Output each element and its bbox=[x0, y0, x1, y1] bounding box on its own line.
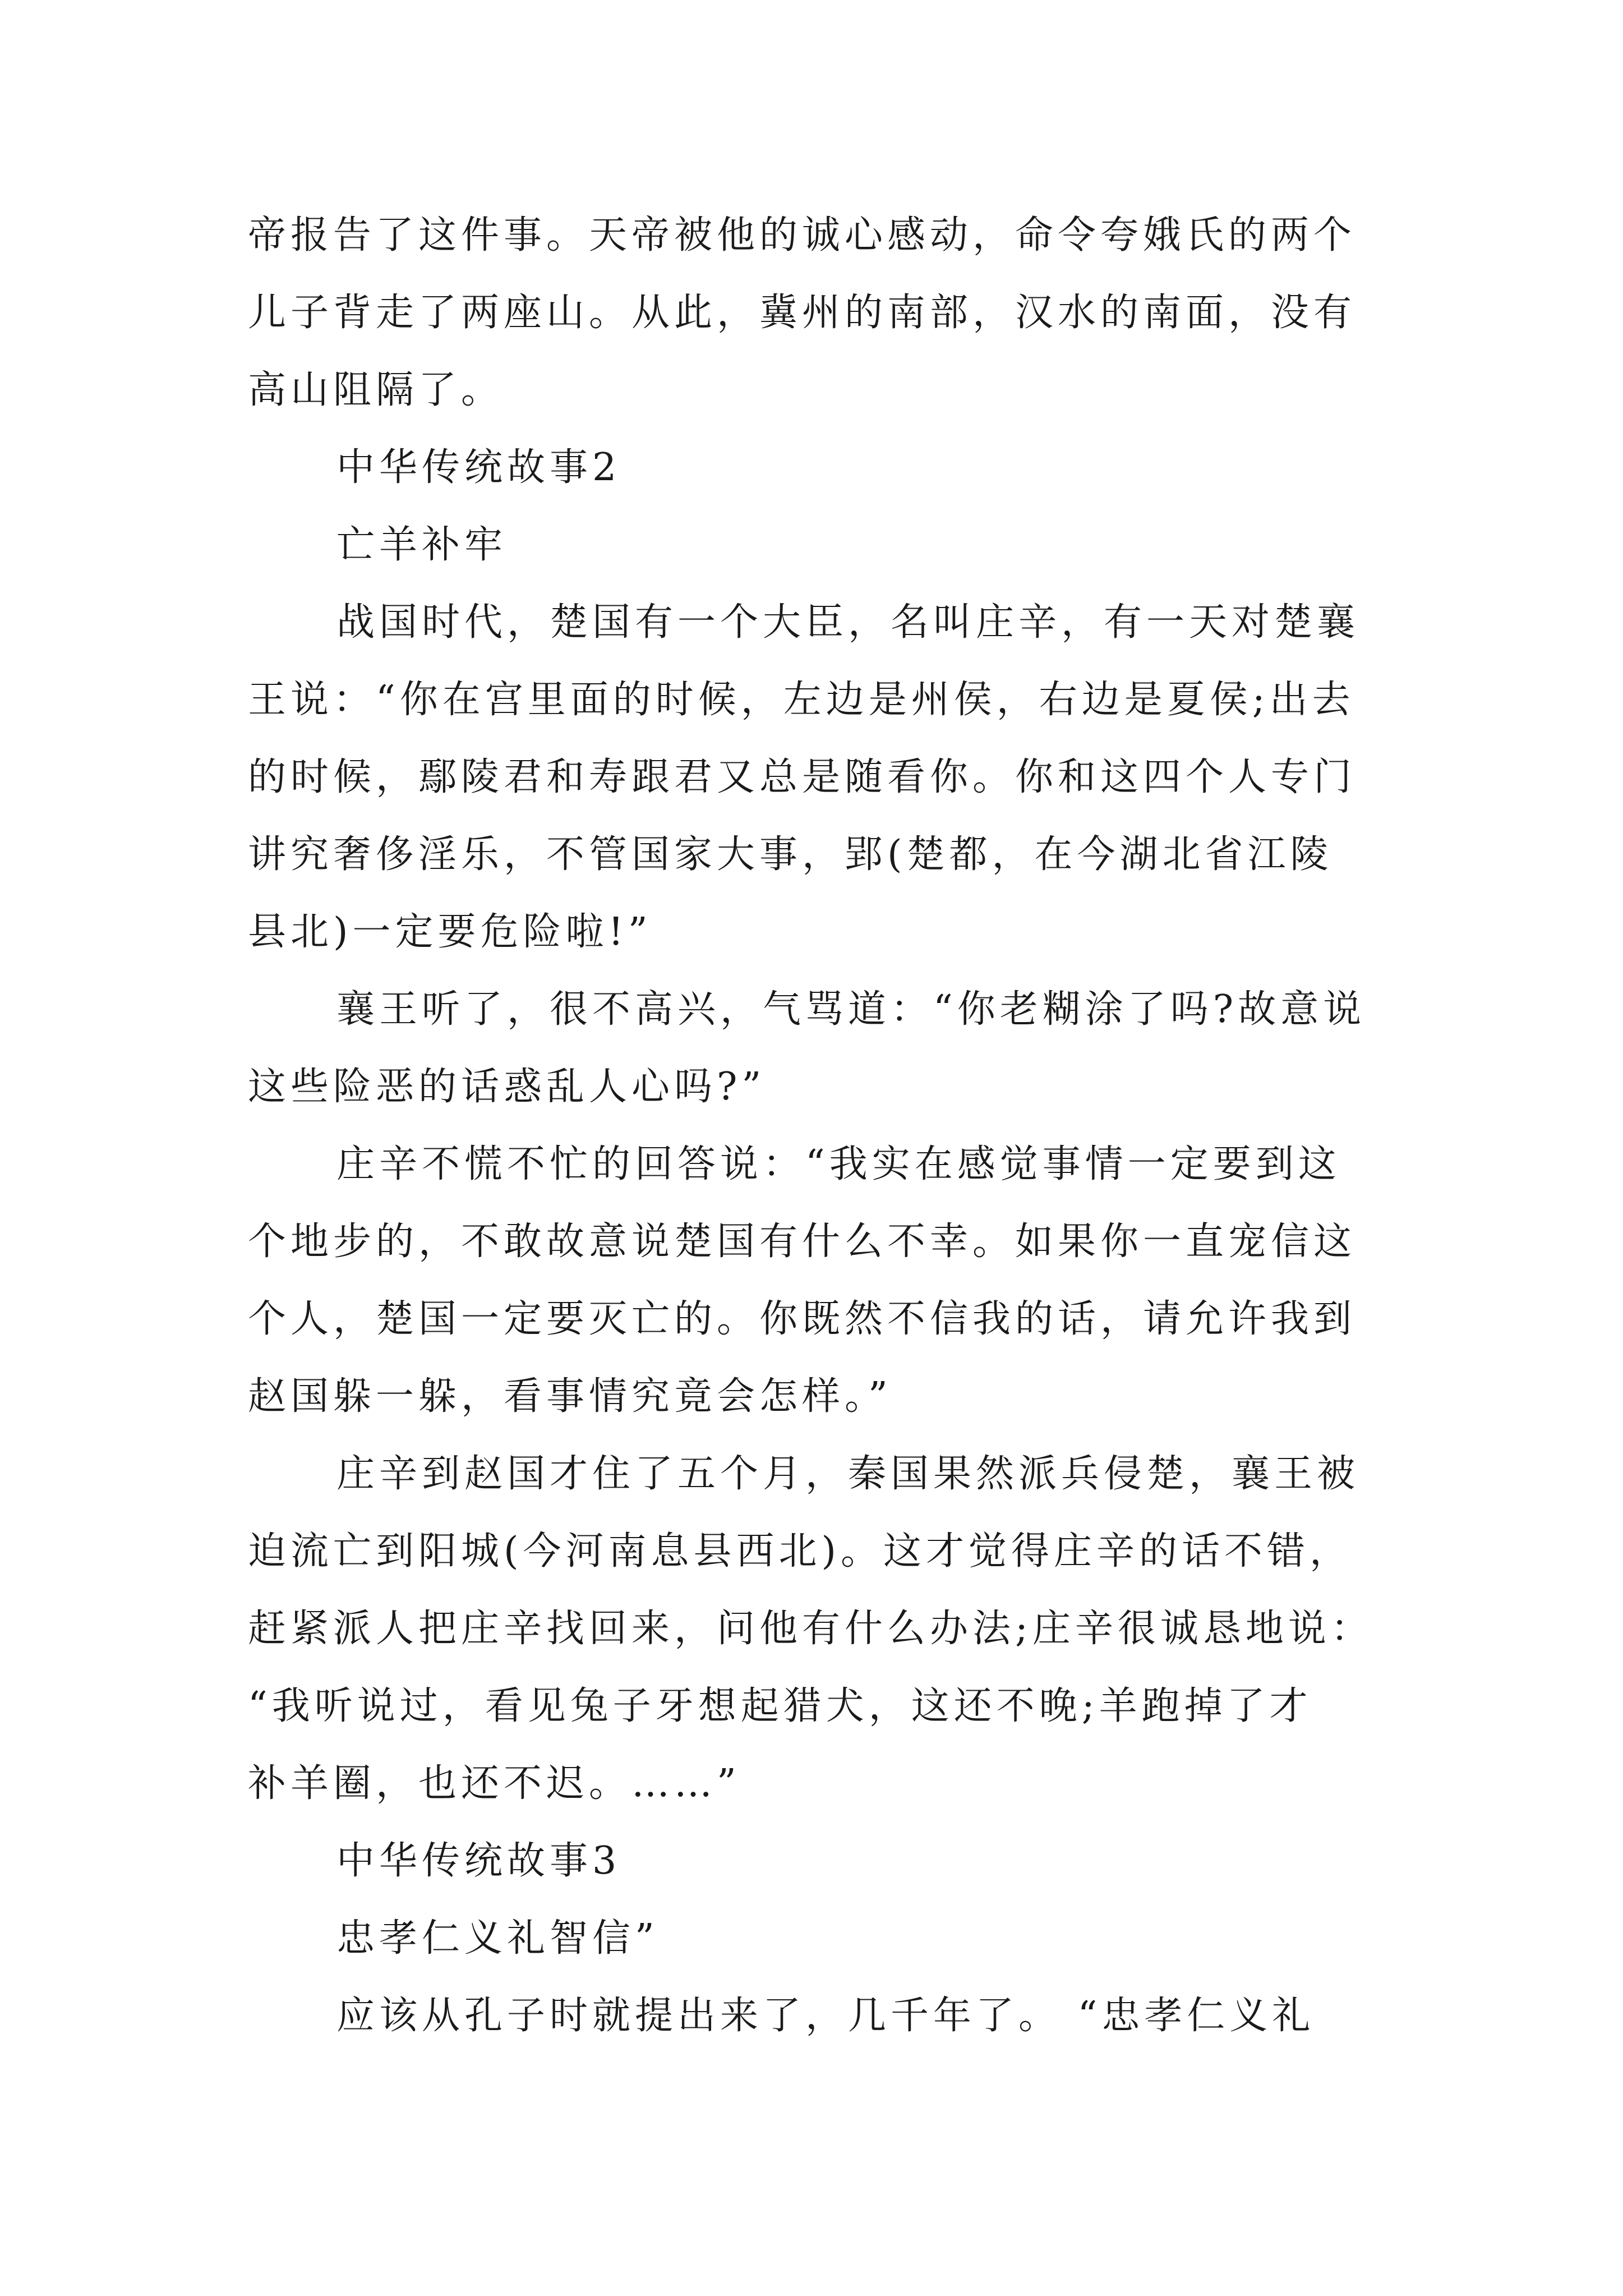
text-line: 高山阻隔了。 bbox=[248, 368, 504, 412]
story-title: 忠孝仁义礼智信” bbox=[336, 1916, 659, 1961]
section-heading: 中华传统故事2 bbox=[336, 445, 621, 490]
text-line: 补羊圈，也还不迟。……” bbox=[248, 1761, 741, 1806]
text-line: “我听说过，看见兔子牙想起猎犬，这还不晚;羊跑掉了才 bbox=[248, 1684, 1312, 1728]
text-line: 王说：“你在宫里面的时候，左边是州侯，右边是夏侯;出去 bbox=[248, 678, 1355, 722]
text-line: 赶紧派人把庄辛找回来，问他有什么办法;庄辛很诚恳地说： bbox=[248, 1607, 1373, 1651]
text-line: 应该从孔子时就提出来了，几千年了。 “忠孝仁义礼 bbox=[336, 1994, 1315, 2038]
text-line: 县北)一定要危险啦!” bbox=[248, 910, 652, 954]
text-line: 战国时代，楚国有一个大臣，名叫庄辛，有一天对楚襄 bbox=[336, 600, 1360, 645]
text-line: 迫流亡到阳城(今河南息县西北)。这才觉得庄辛的话不错， bbox=[248, 1529, 1353, 1573]
text-line: 帝报告了这件事。天帝被他的诚心感动，命令夸娥氏的两个 bbox=[248, 213, 1357, 257]
text-line: 庄辛不慌不忙的回答说：“我实在感觉事情一定要到这 bbox=[336, 1142, 1341, 1186]
text-line: 襄王听了，很不高兴，气骂道：“你老糊涂了吗?故意说 bbox=[336, 987, 1366, 1032]
text-line: 个地步的，不敢故意说楚国有什么不幸。如果你一直宠信这 bbox=[248, 1220, 1357, 1264]
text-line: 个人，楚国一定要灭亡的。你既然不信我的话，请允许我到 bbox=[248, 1297, 1357, 1341]
text-line: 这些险恶的话惑乱人心吗?” bbox=[248, 1065, 766, 1109]
text-line: 庄辛到赵国才住了五个月，秦国果然派兵侵楚，襄王被 bbox=[336, 1452, 1360, 1496]
story-title: 亡羊补牢 bbox=[336, 523, 508, 567]
text-line: 赵国躲一躲，看事情究竟会怎样。” bbox=[248, 1374, 892, 1419]
section-heading: 中华传统故事3 bbox=[336, 1839, 621, 1883]
text-line: 讲究奢侈淫乐，不管国家大事，郢(楚都，在今湖北省江陵 bbox=[248, 832, 1333, 877]
text-line: 儿子背走了两座山。从此，冀州的南部，汉水的南面，没有 bbox=[248, 291, 1357, 335]
text-line: 的时候，鄢陵君和寿跟君又总是随看你。你和这四个人专门 bbox=[248, 755, 1357, 799]
